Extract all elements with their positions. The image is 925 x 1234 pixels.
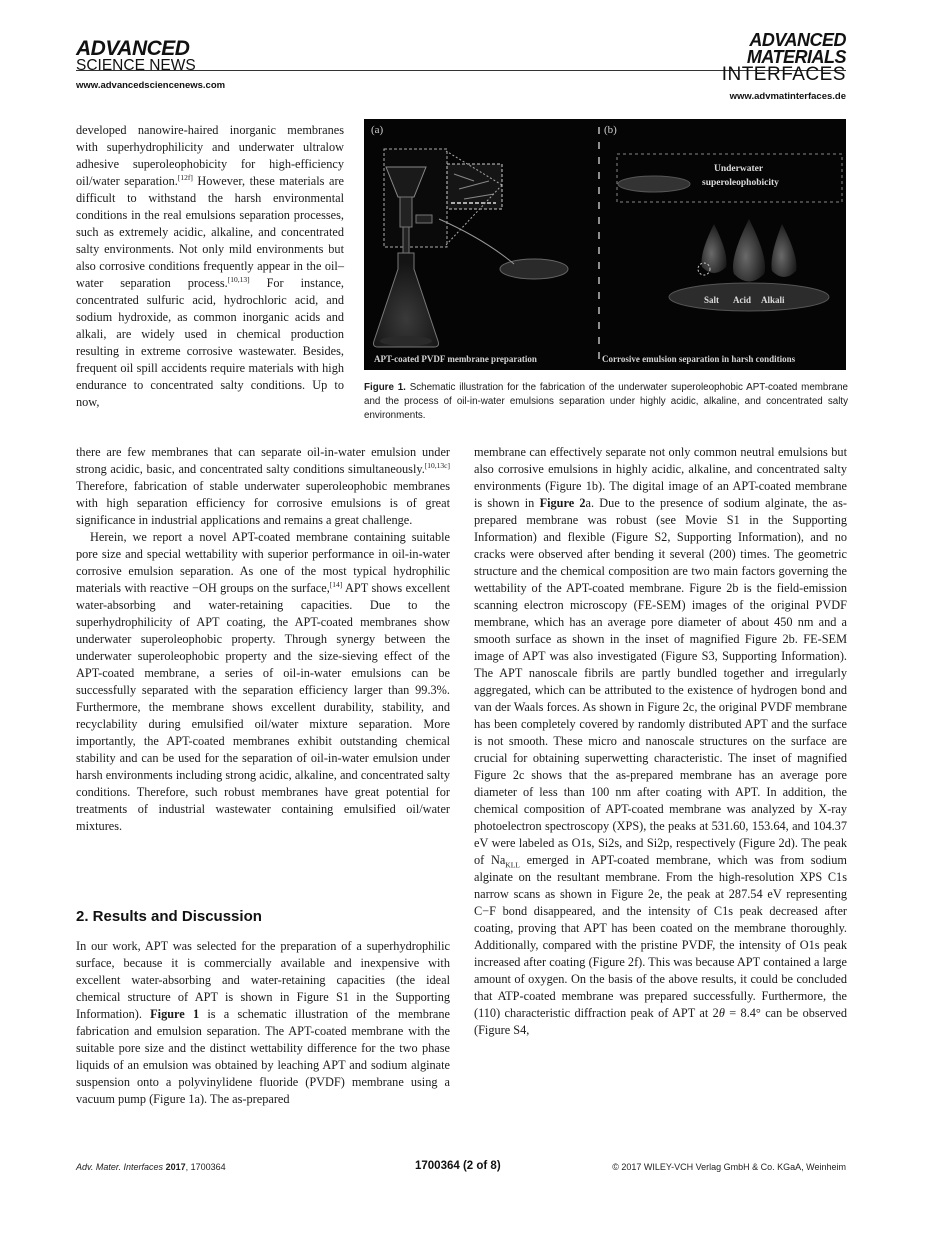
text-run: is a schematic illustration of the membrane fabrication and emulsion separation. The APT-coated membrane with the suitable pore size and the distinct wettability difference for the two phase liquids of an emulsion was obtained by leaching APT and sodium alginate suspension onto a polyvinylidene fluoride (PVDF) membrane using a vacuum pump (Figure 1a). The as-prepared: [76, 1007, 450, 1106]
figure-1-image: [364, 119, 846, 370]
citation[interactable]: [10,13c]: [424, 460, 450, 470]
body-text-col1-top: [76, 122, 344, 411]
text-run: developed nanowire-haired inorganic membranes with superhydrophilicity and underwater ultralow adhesive superoleophobicity for high-efficiency oil/water separation.: [76, 123, 344, 188]
alkali-label: Alkali: [761, 295, 785, 305]
figure-ref[interactable]: Figure 2: [539, 496, 586, 510]
body-text-col1-bottom: [76, 444, 450, 835]
journal-url[interactable]: www.advmatinterfaces.de: [729, 91, 846, 102]
citation[interactable]: [12f]: [177, 172, 193, 182]
text-run: emerged in APT-coated membrane, which was from sodium alginate on the resultant membrane. From the high-resolution XPS C1s narrow scans as shown in Figure 2e, the peak at 287.54 eV representing C−F bond disappeared, and the intensity of C1s peak decreased after coating, proving that APT has been coated on the membrane thoroughly. Additionally, compared with the pristine PVDF, the intensity of O1s peak increased after coating (Figure 2f). This was because APT contained a large amount of oxygen. On the basis of the above results, it could be concluded that ATP-coated membrane was prepared successfully. Furthermore, the (110) characteristic diffraction peak of APT at 2: [474, 853, 847, 1020]
journal-logo-interfaces: INTERFACES: [721, 64, 846, 85]
article-number: , 1700364: [185, 1162, 226, 1172]
citation[interactable]: [10,13]: [227, 274, 250, 284]
membrane-underwater: [618, 176, 690, 192]
text-run: Herein, we report a novel APT-coated membrane containing suitable pore size and special wettability with superior performance in oil-in-water corrosive emulsion separation. As one of the most typical hydrophilic materials with reactive −OH groups on the surface,: [76, 530, 450, 595]
membrane-disc: [500, 259, 568, 279]
body-text-col1-results: [76, 938, 450, 1108]
footer-citation: [76, 1162, 226, 1172]
superoleophobicity-label: superoleophobicity: [702, 178, 779, 188]
acid-label: Acid: [733, 295, 751, 305]
drop-salt: [702, 224, 727, 273]
journal-year: 2017: [165, 1162, 186, 1172]
copyright: © 2017 WILEY-VCH Verlag GmbH & Co. KGaA, Weinheim: [612, 1162, 846, 1172]
publisher-logo-advanced: ADVANCED: [76, 37, 190, 60]
vacuum-flask: [374, 253, 439, 347]
journal-logo-materials: MATERIALS: [746, 47, 846, 67]
subscript: KLL: [505, 860, 520, 870]
caption-label: Figure 1.: [364, 382, 406, 393]
text-run: membrane can effectively separate not only common neutral emulsions but also corrosive emulsions in highly acidic, alkaline, and concentrated salty environments (Figure 1b). The digital image of an APT-coated membrane is shown in: [474, 445, 847, 510]
section-heading: 2. Results and Discussion: [76, 908, 262, 925]
journal-logo-advanced: ADVANCED: [749, 30, 846, 50]
text-run: However, these materials are difficult to withstand the harsh environmental conditions in the real emulsions separation processes, such as extremely acidic, alkaline, and concentrated salty environments. Not only mild environments but also corrosive conditions frequently appear in the oil–water separation process.: [76, 174, 345, 290]
drop-alkali: [771, 224, 796, 277]
text-run: Therefore, fabrication of stable underwater superoleophobic membranes with high separation efficiency for corrosive emulsions is of great significance in industrial applications and remains a great challenge.: [76, 479, 450, 527]
panel-a-caption: APT-coated PVDF membrane preparation: [374, 354, 537, 364]
figure-ref[interactable]: Figure 1: [150, 1007, 200, 1021]
drop-acid: [733, 219, 765, 282]
paragraph: [76, 529, 450, 835]
text-run: a. Due to the presence of sodium alginate, the as-prepared membrane was robust (see Movie S1 in the Supporting Information) and flexible (Figure S2, Supporting Information), and no cracks were observed after bending it several (200) times. The geometric structure and the chemical composition are two main factors governing the wettability of the APT-coated membrane. Figure 2b is the field-emission scanning electron microscopy (FE-SEM) images of the original PVDF membrane, which has an average pore diameter of about 450 nm and a smooth surface as shown in the inset of magnified Figure 2b. FE-SEM image of APT was also investigated (Figure S3, Supporting Information). The APT nanoscale fibrils are partly bundled together and irregularly aggregated, which can be attributed to the existence of hydrogen bond and van der Waals forces. As shown in Figure 2c, the original PVDF membrane has been completely covered by randomly distributed APT and the surface is not smooth. These micro and nanoscale structures on the surface are crucial for obtaining superwetting characteristic. The inset of magnified Figure 2c shows that the as-prepared membrane has an average pore diameter of less than 100 nm after coating with APT. In addition, the chemical composition of APT-coated membrane was analyzed by X-ray photoelectron spectroscopy (XPS), the peaks at 531.60, 153.64, and 104.37 eV were labeled as O1s, Si2s, and Si2p, respectively (Figure 2d). The peak of Na: [474, 496, 847, 867]
page-number: 1700364 (2 of 8): [415, 1160, 501, 1172]
citation[interactable]: [14]: [329, 579, 343, 589]
inset-box-left: [384, 149, 447, 247]
salt-label: Salt: [704, 295, 720, 305]
caption-text: Schematic illustration for the fabrication of the underwater superoleophobic APT-coated membrane and the process of oil-in-water emulsions separation under highly acidic, alkaline, and concentrated salty environments.: [364, 382, 848, 421]
journal-name: Adv. Mater. Interfaces: [76, 1162, 164, 1172]
theta-symbol: θ: [718, 1006, 725, 1020]
panel-b-label: (b): [604, 124, 617, 136]
text-run: For instance, concentrated sulfuric acid, hydrochloric acid, and sodium hydroxide, as common inorganic acids and alkali, are widely used in chemical production resulting in extreme corrosive wastewater. Besides, frequent oil spill accidents require materials with high endurance to concentrated salty conditions. Up to now,: [76, 276, 344, 409]
paragraph: [76, 444, 450, 529]
panel-b-caption: Corrosive emulsion separation in harsh conditions: [602, 354, 796, 364]
body-text-col2: [474, 444, 847, 1039]
figure-1-caption: [364, 381, 848, 423]
publisher-url[interactable]: www.advancedsciencenews.com: [76, 80, 226, 91]
publisher-logo-science-news: SCIENCE NEWS: [76, 57, 196, 74]
figure-1-schematic: [364, 119, 846, 370]
panel-a-label: (a): [371, 124, 384, 136]
text-run: = 8.4° can be observed (Figure S4,: [474, 1006, 848, 1037]
text-run: there are few membranes that can separate oil-in-water emulsion under strong acidic, basic, and concentrated salty conditions simultaneously.: [76, 445, 450, 476]
underwater-label: Underwater: [714, 164, 764, 174]
text-run: In our work, APT was selected for the preparation of a superhydrophilic surface, because it is commercially available and inexpensive with excellent water-absorbing and water-retaining capacities (the ideal chemical structure of APT is shown in Figure S1 in the Supporting Information).: [76, 939, 450, 1021]
text-run: APT shows excellent water-absorbing and water-retaining capacities. Due to the superhydrophilicity of APT coating, the APT-coated membranes show underwater superoleophobic property. Through synergy between the underwater superoleophobic property and the size-sieving effect of the APT-coated membrane, a series of oil-in-water emulsions can be successfully separated with the separation efficiency larger than 99.3%. Furthermore, the membrane shows excellent durability, stability, and recyclability during emulsified oil/water mixture separation. More importantly, the APT-coated membranes exhibit outstanding chemical stability and can be used for the separation of oil-in-water emulsion under harsh environments including strong acidic, alkaline, and concentrated salty conditions. Therefore, such robust membranes have great potential for treatments of industrial wastewater containing emulsified oil/water mixtures.: [76, 581, 450, 833]
